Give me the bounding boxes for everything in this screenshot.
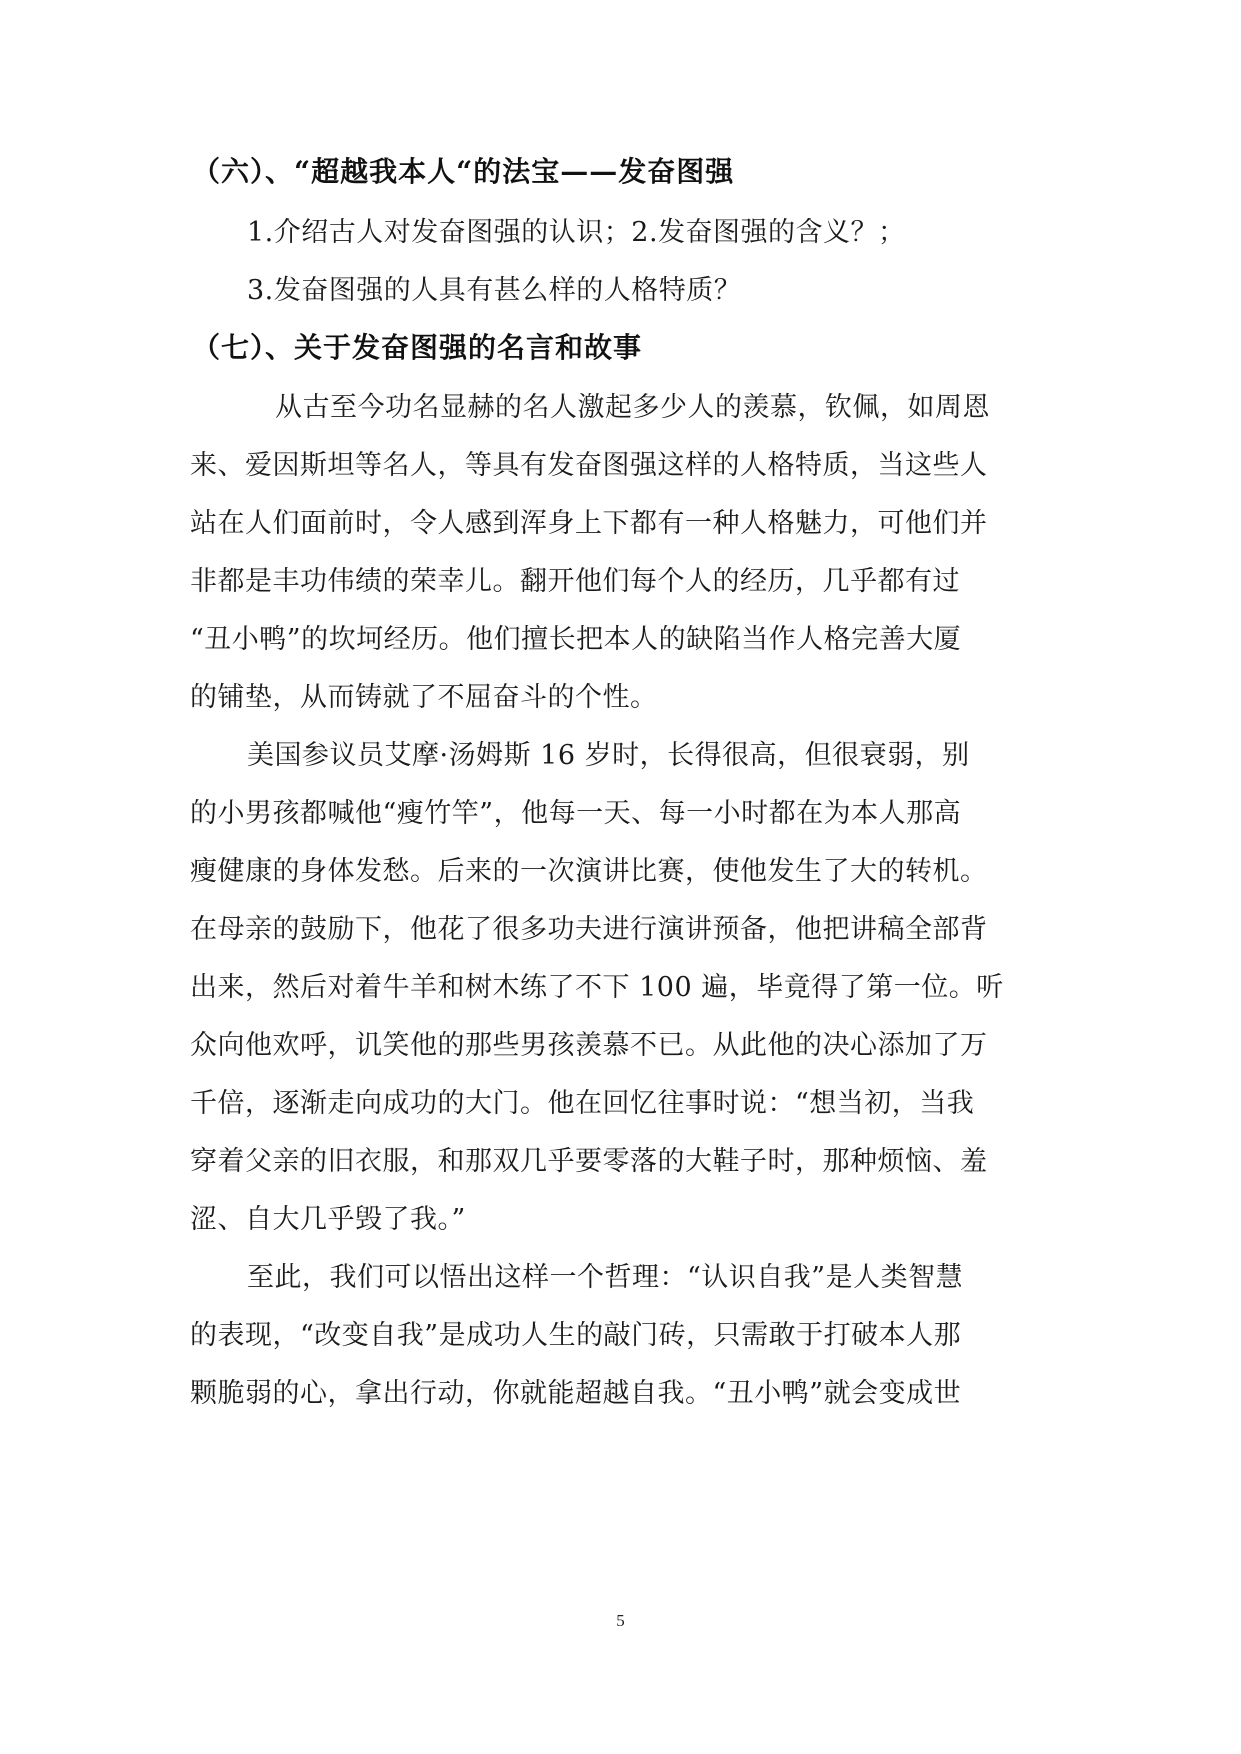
paragraph-1-line-2: 来、爱因斯坦等名人，等具有发奋图强这样的人格特质，当这些人: [190, 450, 988, 481]
section-6-item-line-2: 3.发奋图强的人具有甚么样的人格特质？: [247, 275, 742, 306]
paragraph-2-line-7: 千倍，逐渐走向成功的大门。他在回忆往事时说：“想当初，当我: [190, 1088, 975, 1119]
section-6-heading: （六）、“超越我本人“的法宝——发奋图强: [192, 155, 735, 188]
paragraph-2-line-2: 的小男孩都喊他“瘦竹竿”，他每一天、每一小时都在为本人那高: [190, 798, 962, 829]
section-7-heading: （七）、关于发奋图强的名言和故事: [192, 331, 643, 364]
paragraph-1-line-3: 站在人们面前时，令人感到浑身上下都有一种人格魅力，可他们并: [190, 508, 988, 539]
paragraph-2-line-8: 穿着父亲的旧衣服，和那双几乎要零落的大鞋子时，那种烦恼、羞: [190, 1146, 988, 1177]
text: 从古至今功名显赫的名人激起多少人的羡慕，钦佩，如周恩: [275, 392, 990, 423]
paragraph-2-line-9: 涩、自大几乎毁了我。”: [190, 1204, 466, 1235]
paragraph-1-line-1: [275, 385, 990, 424]
paragraph-1-line-4: 非都是丰功伟绩的荣幸儿。翻开他们每个人的经历，几乎都有过: [190, 566, 960, 597]
section-6-item-line-1: 1.介绍古人对发奋图强的认识；2.发奋图强的含义？；: [247, 217, 906, 248]
paragraph-2-line-1: 美国参议员艾摩·汤姆斯 16 岁时，长得很高，但很衰弱，别: [247, 740, 970, 771]
paragraph-2-line-6: 众向他欢呼，讥笑他的那些男孩羡慕不已。从此他的决心添加了万: [190, 1030, 988, 1061]
page-number: 5: [616, 1611, 625, 1630]
paragraph-2-line-5: 出来，然后对着牛羊和树木练了不下 100 遍，毕竟得了第一位。听: [190, 972, 1004, 1003]
paragraph-1-line-6: 的铺垫，从而铸就了不屈奋斗的个性。: [190, 682, 658, 713]
paragraph-3-line-3: 颗脆弱的心，拿出行动，你就能超越自我。“丑小鸭”就会变成世: [190, 1378, 962, 1409]
paragraph-3-line-2: 的表现，“改变自我”是成功人生的敲门砖，只需敢于打破本人那: [190, 1320, 962, 1351]
paragraph-2-line-3: 瘦健康的身体发愁。后来的一次演讲比赛，使他发生了大的转机。: [190, 856, 988, 887]
paragraph-3-line-1: 至此，我们可以悟出这样一个哲理：“认识自我”是人类智慧: [247, 1262, 964, 1293]
paragraph-1-line-5: “丑小鸭”的坎坷经历。他们擅长把本人的缺陷当作人格完善大厦: [190, 624, 962, 655]
paragraph-2-line-4: 在母亲的鼓励下，他花了很多功夫进行演讲预备，他把讲稿全部背: [190, 914, 988, 945]
